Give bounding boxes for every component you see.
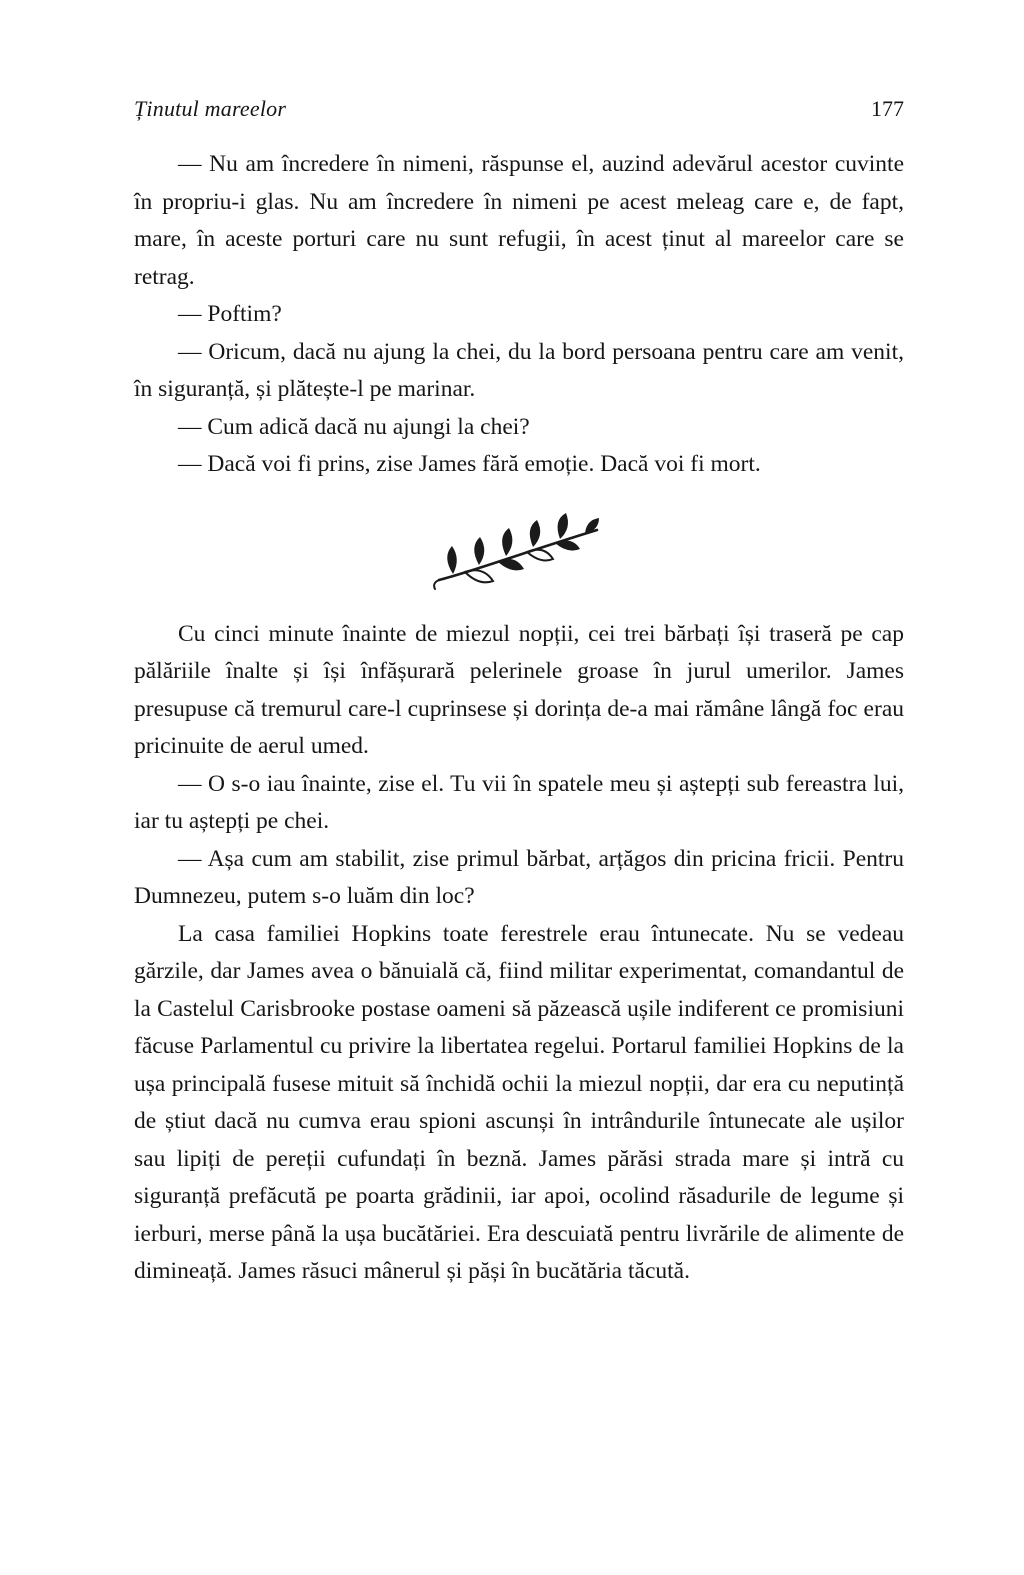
paragraph: — Dacă voi fi prins, zise James fără emoție. Dacă voi fi mort. — [178, 451, 761, 477]
paragraph: La casa familiei Hopkins toate ferestrele erau întunecate. Nu se vedeau gărzile, dar James avea o bănuială că, fiind militar experimentat, comandantul de la Castelul Carisbrooke postase oameni să păzească ușile indiferent ce promisiuni făcuse Parlamentul cu privire la libertatea regelui. Portarul familiei Hopkins de la ușa principală fusese mituit să închidă ochii la miezul nopții, dar era cu neputință de știut dacă nu cumva erau spioni ascunși în intrândurile întunecate ale ușilor sau lipiți de pereții cufundați în beznă. James părăsi strada mare și intră cu siguranță prefăcută pe poarta grădinii, iar apoi, ocolind răsadurile de legume și ierburi, merse până la ușa bucătăriei. Era descuiată pentru livrările de alimente de dimineață. James răsuci mânerul și păși în bucătăria tăcută. — [134, 920, 904, 1284]
paragraph: — Cum adică dacă nu ajungi la chei? — [178, 413, 530, 440]
running-head-title: Ținutul mareelor — [134, 96, 287, 121]
paragraph: — Poftim? — [178, 301, 282, 327]
paragraph: Cu cinci minute înainte de miezul nopții, cei trei bărbați își traseră pe cap pălăriile înalte și își înfășurară pelerinele groase în jurul umerilor. James presupuse că tremurul care-l cuprinsese și dorința de-a mai rămâne lângă foc erau pricinuite de aerul umed. — [134, 620, 904, 759]
section-break-ornament — [134, 508, 904, 594]
body-text — [134, 146, 904, 1291]
paragraph: — Oricum, dacă nu ajung la chei, du la bord persoana pentru care am venit, în siguranță, și plătește-l pe marinar. — [134, 338, 904, 402]
paragraph: — O s-o iau înainte, zise el. Tu vii în spatele meu și aștepți sub fereastra lui, iar tu aștepți pe chei. — [134, 770, 904, 834]
laurel-branch-icon — [429, 508, 609, 594]
paragraph: — Așa cum am stabilit, zise primul bărbat, arțăgos din pricina fricii. Pentru Dumnezeu, putem s-o luăm din loc? — [134, 845, 904, 909]
page-number: 177 — [871, 96, 904, 121]
paragraph: — Nu am încredere în nimeni, răspunse el, auzind adevărul acestor cuvinte în propriu-i glas. Nu am încredere în nimeni pe acest meleag care e, de fapt, mare, în aceste porturi care nu sunt refugii, în acest ținut al mareelor care se retrag. — [134, 151, 904, 290]
page-header — [134, 96, 904, 122]
